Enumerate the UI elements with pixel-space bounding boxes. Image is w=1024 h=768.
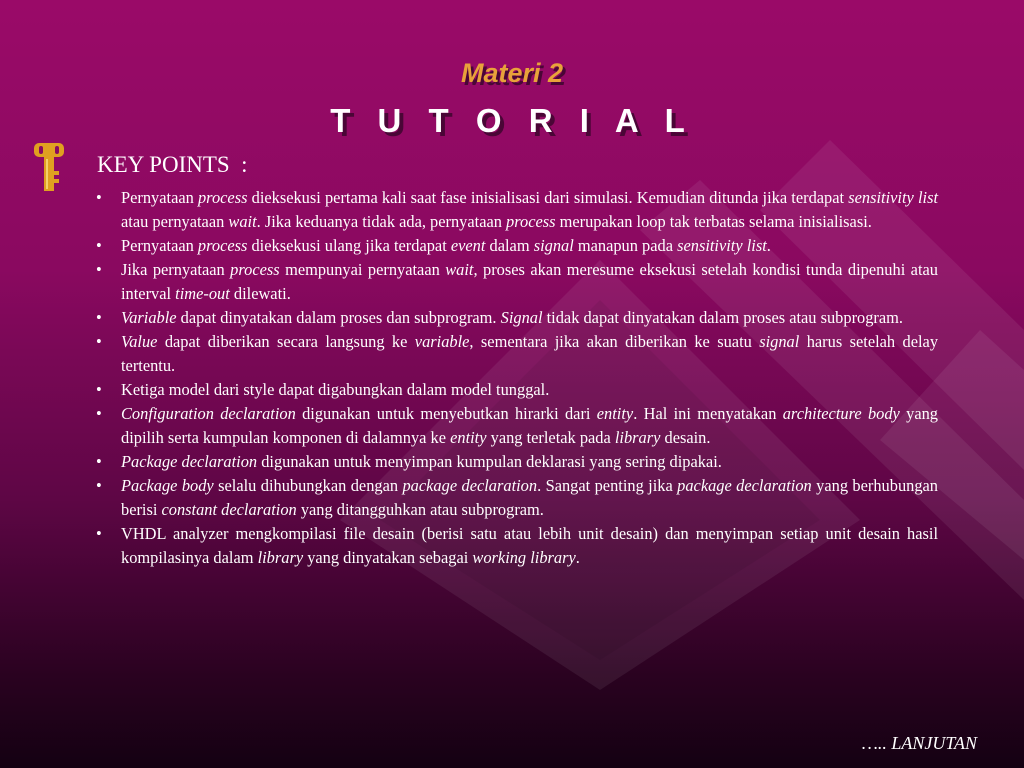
key-point-term: Value (121, 332, 158, 351)
key-point-term: process (197, 188, 248, 207)
key-point-text: . Jika keduanya tidak ada, pernyataan (256, 212, 507, 231)
key-point-term: working library (472, 548, 576, 567)
key-point-text: yang dinyatakan sebagai (303, 548, 473, 567)
key-point-item (96, 186, 938, 234)
key-point-text: selalu dihubungkan dengan (213, 476, 403, 495)
key-point-item (96, 306, 938, 330)
key-point-term: process (197, 236, 248, 255)
key-point-term: Package declaration (121, 452, 258, 471)
key-point-text: Ketiga model dari style dapat digabungkan dalam model tunggal. (121, 380, 550, 399)
key-point-item (96, 330, 938, 378)
key-point-term: package declaration (402, 476, 538, 495)
key-points-list (96, 186, 938, 570)
key-point-term: Variable (121, 308, 177, 327)
key-point-term: Package body (121, 476, 214, 495)
key-point-text: yang ditangguhkan atau subprogram. (296, 500, 544, 519)
key-point-text: tidak dapat dinyatakan dalam proses atau subprogram. (542, 308, 903, 327)
key-point-text: digunakan untuk menyimpan kumpulan deklarasi yang sering dipakai. (257, 452, 722, 471)
key-point-item (96, 234, 938, 258)
key-point-term: entity (596, 404, 634, 423)
key-point-text: yang terletak pada (486, 428, 615, 447)
key-point-term: process (230, 260, 280, 279)
key-point-text: Pernyataan (121, 188, 198, 207)
key-point-text: dalam (485, 236, 534, 255)
slide-title: T U T O R I A L (330, 102, 694, 139)
key-point-term: sensitivity list (848, 188, 939, 207)
key-point-term: time-out (175, 284, 230, 303)
key-point-text: VHDL analyzer mengkompilasi file desain (berisi satu atau lebih unit desain) dan menyimpan setiap unit desain hasil kompilasinya dalam (121, 524, 938, 567)
key-point-term: constant declaration (161, 500, 297, 519)
key-point-text: dieksekusi ulang jika terdapat (247, 236, 451, 255)
key-point-text: mempunyai pernyataan (279, 260, 446, 279)
key-icon (33, 141, 65, 193)
key-point-text: yang berhubungan berisi (121, 476, 938, 519)
slide-subtitle: Materi 2 (460, 58, 564, 88)
key-point-term: sensitivity list (677, 236, 767, 255)
key-point-item (96, 474, 938, 522)
key-point-item (96, 522, 938, 570)
key-point-term: library (257, 548, 304, 567)
key-point-term: entity (450, 428, 487, 447)
key-point-text: . Sangat penting jika (537, 476, 678, 495)
key-point-text: , sementara jika akan diberikan ke suatu (469, 332, 760, 351)
key-points-heading: KEY POINTS : (97, 152, 248, 177)
key-point-term: package declaration (677, 476, 812, 495)
key-point-item (96, 378, 938, 402)
key-point-item (96, 402, 938, 450)
key-point-text: , proses akan meresume eksekusi setelah kondisi tunda dipenuhi atau interval (121, 260, 938, 303)
key-point-text: dapat dinyatakan dalam proses dan subprogram. (176, 308, 501, 327)
key-point-term: Signal (500, 308, 543, 327)
key-point-text: harus setelah delay tertentu. (121, 332, 939, 375)
key-point-text: . Hal ini menyatakan (633, 404, 783, 423)
key-point-text: manapun pada (573, 236, 678, 255)
key-point-text: . (766, 236, 771, 255)
key-point-text: Jika pernyataan (121, 260, 231, 279)
key-point-text: . (575, 548, 580, 567)
key-point-term: wait (228, 212, 257, 231)
key-point-term: signal (533, 236, 574, 255)
key-point-term: event (450, 236, 486, 255)
key-point-text: merupakan loop tak terbatas selama inisialisasi. (555, 212, 872, 231)
key-point-term: variable (414, 332, 470, 351)
key-point-text: dieksekusi pertama kali saat fase inisialisasi dari simulasi. Kemudian ditunda jika terdapat (247, 188, 849, 207)
key-point-text: desain. (660, 428, 711, 447)
key-point-item (96, 258, 938, 306)
key-point-term: Configuration declaration (121, 404, 296, 423)
key-point-term: architecture body (782, 404, 900, 423)
key-point-text: Pernyataan (121, 236, 198, 255)
key-point-text: dilewati. (229, 284, 291, 303)
key-point-text: digunakan untuk menyebutkan hirarki dari (295, 404, 597, 423)
key-point-term: wait (445, 260, 474, 279)
key-point-term: library (614, 428, 661, 447)
key-point-text: yang dipilih serta kumpulan komponen di dalamnya ke (121, 404, 938, 447)
continue-label: ….. LANJUTAN (861, 733, 977, 753)
key-point-item (96, 450, 938, 474)
key-point-term: process (506, 212, 556, 231)
key-point-text: dapat diberikan secara langsung ke (157, 332, 415, 351)
key-point-text: atau pernyataan (121, 212, 229, 231)
key-point-term: signal (759, 332, 800, 351)
